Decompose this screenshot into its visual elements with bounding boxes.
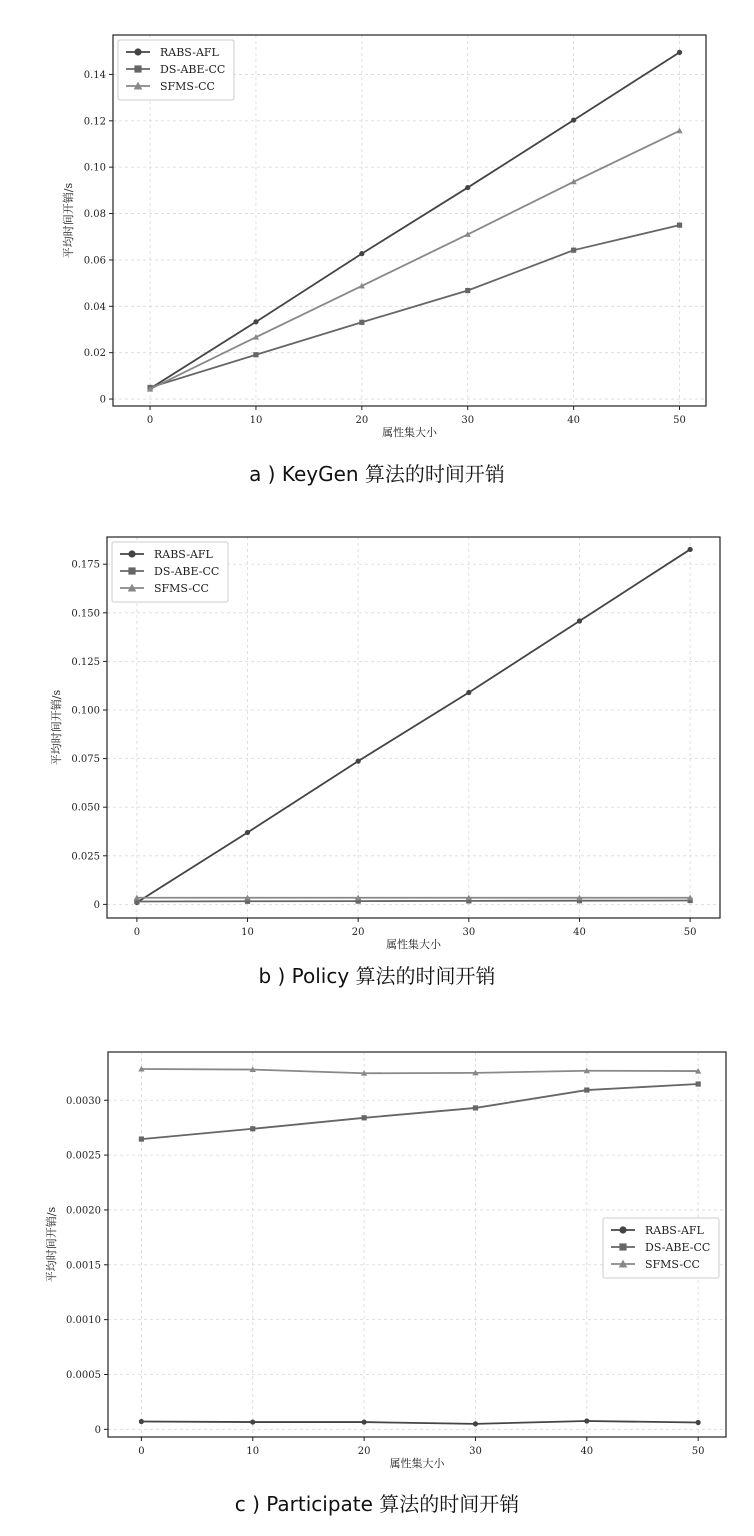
- chart-c-x-tick-label: 10: [246, 1446, 260, 1457]
- chart-b-x-tick-label: 20: [351, 927, 365, 938]
- chart-a-data-point-ds-abe-cc: [253, 352, 258, 357]
- chart-b-y-axis-label: 平均时间开销/s: [50, 689, 63, 766]
- chart-a-x-tick-label: 30: [461, 415, 475, 426]
- chart-a-x-tick-label: 20: [355, 415, 369, 426]
- chart-c-y-tick-label: 0.0020: [66, 1205, 101, 1217]
- chart-c-legend-label: DS-ABE-CC: [645, 1241, 711, 1254]
- chart-b-y-tick-label: 0.075: [71, 754, 100, 766]
- chart-a-x-tick-label: 40: [567, 415, 581, 426]
- chart-c-legend-marker-ds-abe-cc: [619, 1243, 626, 1250]
- chart-c-data-point-rabs-afl: [139, 1419, 144, 1424]
- chart-a-y-tick-label: 0.04: [83, 301, 106, 313]
- chart-c-x-axis-label: 属性集大小: [389, 1457, 445, 1470]
- chart-b-y-tick-label: 0.050: [71, 802, 100, 814]
- chart-a-y-tick-label: 0.06: [83, 255, 106, 267]
- chart-b-data-point-rabs-afl: [688, 547, 693, 552]
- chart-a-y-axis-label: 平均时间开销/s: [62, 182, 75, 259]
- chart-b-y-tick-label: 0.175: [71, 559, 100, 571]
- chart-a-y-tick-label: 0.10: [83, 162, 106, 174]
- chart-c-data-point-ds-abe-cc: [250, 1126, 255, 1131]
- chart-b-legend-label: RABS-AFL: [154, 548, 213, 561]
- chart-c-y-tick-label: 0: [94, 1424, 101, 1436]
- chart-c-legend-label: RABS-AFL: [645, 1224, 704, 1237]
- chart-a-series-line-rabs-afl: [150, 52, 679, 388]
- chart-c-x-tick-label: 50: [691, 1446, 705, 1457]
- chart-a-y-tick-label: 0.02: [83, 348, 106, 360]
- chart-a-x-tick-label: 50: [673, 415, 686, 426]
- chart-a-y-tick-label: 0.14: [83, 69, 106, 81]
- chart-panel-b: [0, 512, 754, 1012]
- chart-c-x-tick-label: 20: [357, 1446, 371, 1457]
- chart-c-series-line-ds-abe-cc: [141, 1084, 698, 1139]
- chart-a-y-tick-label: 0: [99, 394, 106, 406]
- chart-a-caption: a ) KeyGen 算法的时间开销: [249, 462, 505, 486]
- chart-b-caption: b ) Policy 算法的时间开销: [258, 964, 496, 988]
- chart-a-data-point-rabs-afl: [253, 319, 258, 324]
- chart-panel-a: [0, 0, 754, 500]
- chart-a-data-point-rabs-afl: [359, 251, 364, 256]
- chart-c-x-tick-label: 0: [138, 1446, 145, 1457]
- chart-a-x-axis-label: 属性集大小: [382, 426, 437, 439]
- chart-b-data-point-rabs-afl: [245, 830, 250, 835]
- chart-c-y-tick-label: 0.0005: [66, 1369, 101, 1381]
- chart-a-legend-label: DS-ABE-CC: [160, 63, 226, 76]
- chart-b-data-point-rabs-afl: [356, 759, 361, 764]
- chart-b-x-tick-label: 50: [683, 927, 697, 938]
- chart-a-legend-label: SFMS-CC: [160, 80, 215, 93]
- chart-c-legend-marker-rabs-afl: [619, 1226, 626, 1233]
- chart-a-data-point-rabs-afl: [677, 50, 682, 55]
- chart-b-legend-marker-ds-abe-cc: [128, 567, 135, 574]
- chart-b-x-tick-label: 30: [462, 927, 476, 938]
- chart-panel-c: [0, 1028, 754, 1536]
- chart-a-y-tick-label: 0.08: [83, 209, 106, 221]
- chart-a-x-tick-label: 0: [146, 415, 154, 426]
- chart-c-data-point-ds-abe-cc: [696, 1081, 701, 1086]
- chart-b-legend-label: DS-ABE-CC: [154, 565, 220, 578]
- chart-a-data-point-ds-abe-cc: [359, 320, 364, 325]
- chart-a-legend-label: RABS-AFL: [160, 46, 219, 59]
- chart-c-legend: [603, 1218, 719, 1278]
- chart-b-y-tick-label: 0.025: [71, 851, 100, 863]
- chart-c-data-point-rabs-afl: [473, 1421, 478, 1426]
- chart-b-legend-marker-rabs-afl: [128, 550, 135, 557]
- chart-c-y-tick-label: 0.0010: [66, 1315, 101, 1327]
- chart-c-y-tick-label: 0.0015: [66, 1260, 101, 1272]
- chart-c-x-tick-label: 40: [580, 1446, 594, 1457]
- chart-c-y-tick-label: 0.0030: [66, 1095, 101, 1107]
- chart-c-data-point-rabs-afl: [584, 1418, 589, 1423]
- chart-b-x-tick-label: 0: [133, 927, 141, 938]
- chart-a-data-point-rabs-afl: [465, 185, 470, 190]
- chart-c-data-point-ds-abe-cc: [473, 1105, 478, 1110]
- chart-b-legend: [112, 542, 228, 602]
- chart-a-data-point-sfms-cc: [676, 128, 682, 134]
- chart-a-y-tick-label: 0.12: [83, 116, 106, 128]
- chart-c-series-line-sfms-cc: [141, 1069, 698, 1073]
- chart-a-data-point-ds-abe-cc: [677, 223, 682, 228]
- chart-a-data-point-ds-abe-cc: [465, 288, 470, 293]
- chart-c-data-point-rabs-afl: [250, 1419, 255, 1424]
- chart-c-data-point-ds-abe-cc: [139, 1136, 144, 1141]
- chart-c-legend-label: SFMS-CC: [645, 1258, 700, 1271]
- chart-b-data-point-rabs-afl: [577, 618, 582, 623]
- chart-b-data-point-rabs-afl: [466, 690, 471, 695]
- chart-b-series-line-ds-abe-cc: [137, 901, 690, 902]
- chart-a-data-point-rabs-afl: [571, 117, 576, 122]
- chart-c-data-point-rabs-afl: [362, 1419, 367, 1424]
- chart-b-y-tick-label: 0.100: [71, 705, 100, 717]
- chart-c-data-point-ds-abe-cc: [584, 1087, 589, 1092]
- chart-a-legend-marker-rabs-afl: [134, 48, 141, 55]
- chart-c-data-point-rabs-afl: [696, 1420, 701, 1425]
- chart-b-x-axis-label: 属性集大小: [386, 938, 441, 951]
- chart-a-data-point-ds-abe-cc: [571, 248, 576, 253]
- chart-b-x-tick-label: 40: [573, 927, 586, 938]
- chart-c-plot: [0, 1028, 754, 1483]
- chart-b-y-tick-label: 0.150: [71, 608, 100, 620]
- chart-b-plot: [0, 512, 754, 960]
- chart-b-legend-label: SFMS-CC: [154, 582, 209, 595]
- chart-b-y-tick-label: 0: [93, 899, 100, 911]
- chart-b-y-tick-label: 0.125: [71, 656, 100, 668]
- chart-a-plot: [0, 0, 754, 455]
- chart-c-x-tick-label: 30: [469, 1446, 482, 1457]
- chart-c-y-axis-label: 平均时间开销/s: [45, 1206, 58, 1283]
- chart-c-series-line-rabs-afl: [141, 1421, 698, 1424]
- chart-c-caption: c ) Participate 算法的时间开销: [234, 1492, 520, 1516]
- chart-b-x-tick-label: 10: [241, 927, 254, 938]
- chart-a-legend-marker-ds-abe-cc: [134, 65, 141, 72]
- chart-c-data-point-ds-abe-cc: [362, 1115, 367, 1120]
- chart-c-y-tick-label: 0.0025: [66, 1150, 101, 1162]
- chart-a-legend: [118, 40, 234, 100]
- chart-a-x-tick-label: 10: [249, 415, 263, 426]
